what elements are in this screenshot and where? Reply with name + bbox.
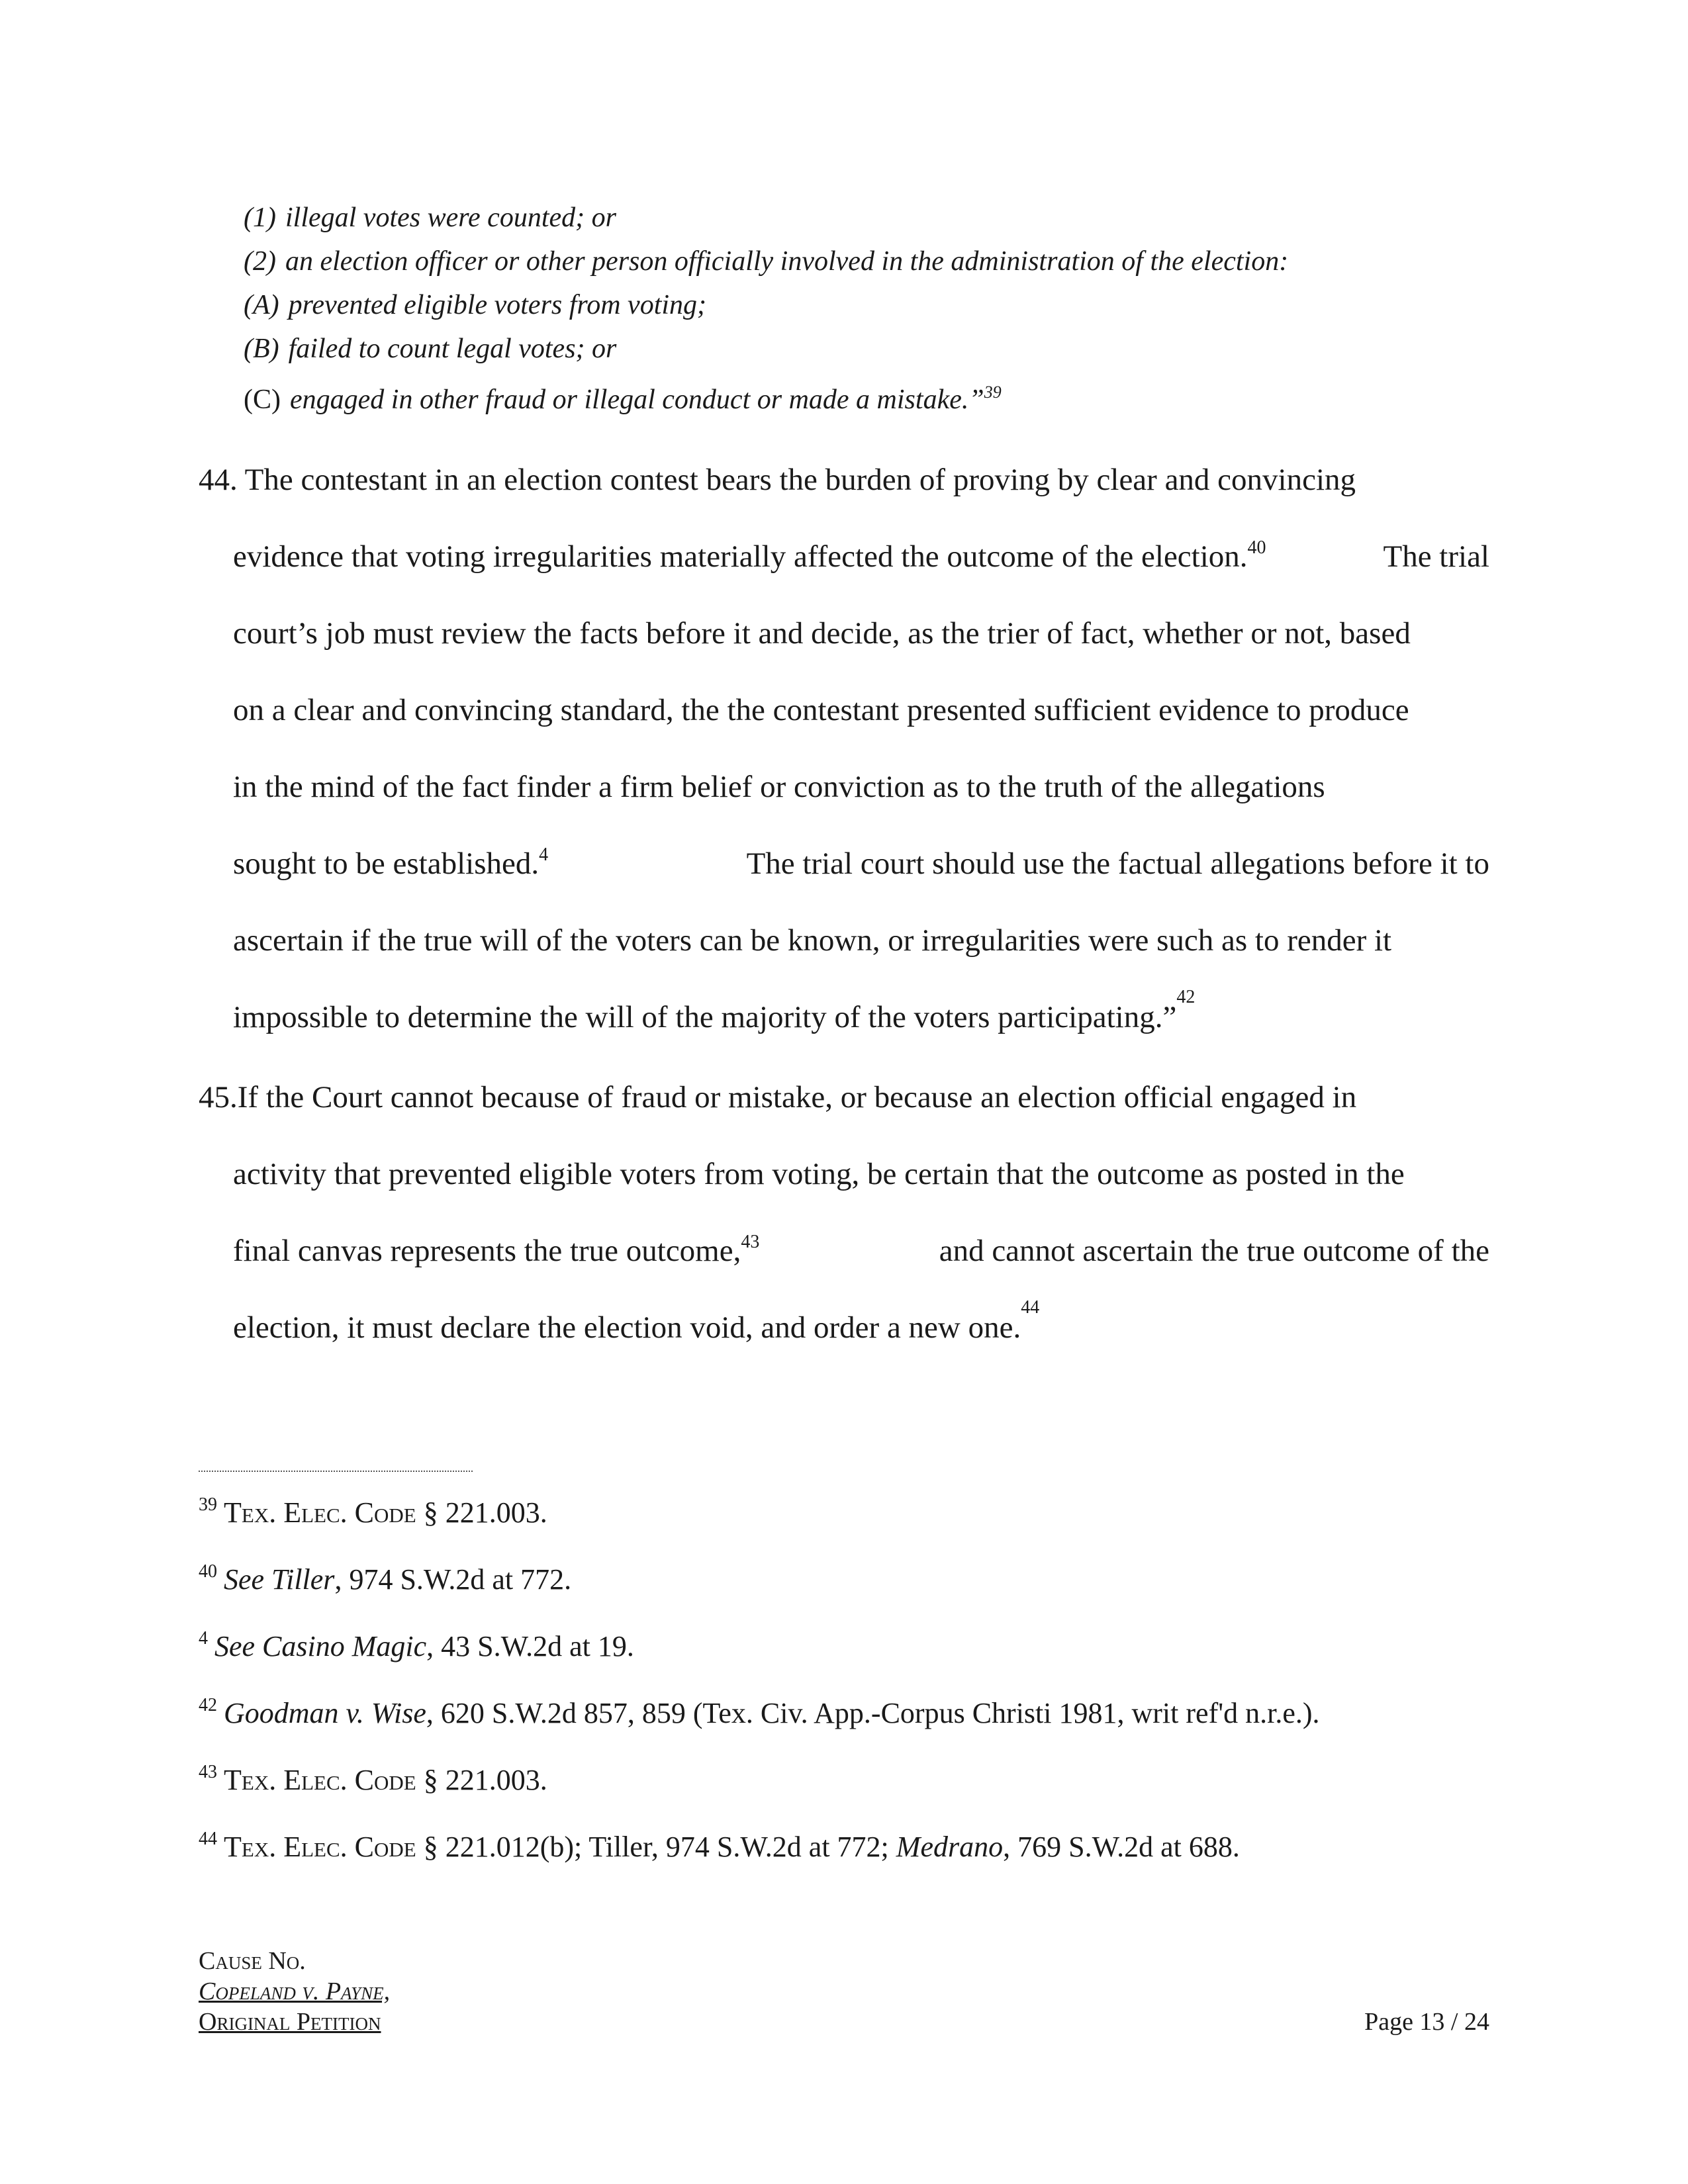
text-line: election, it must declare the election void, and order a new one. 44 [233, 1308, 1489, 1385]
footnote [199, 1827, 1523, 1894]
footnote-text: § 221.003. [416, 1764, 547, 1796]
footnote [199, 1560, 1523, 1627]
case-name: Copeland v. Payne, [199, 1978, 391, 2005]
footnote [199, 1627, 1523, 1694]
text-line: final canvas represents the true outcome,$^{43}$ and cannot ascertain the true outcome of the [233, 1232, 1489, 1268]
text-line: in the mind of the fact finder a firm belief or conviction as to the truth of the allegations [233, 770, 1325, 804]
footnote [199, 1493, 1523, 1560]
footnote-text: § 221.012(b); Tiller, 974 S.W.2d at 772; [416, 1831, 896, 1863]
statute-item: (C) engaged in other fraud or illegal conduct or made a mistake.”$^{39}$ [244, 383, 1002, 415]
footnote-text: , 43 S.W.2d at 19. [426, 1630, 634, 1662]
footnote-text: Tex. Elec. Code [224, 1764, 416, 1796]
footnote-text: § 221.003. [416, 1496, 547, 1529]
statute-item: (B) failed to count legal votes; or [244, 334, 617, 364]
footnote-text: , 620 S.W.2d 857, 859 (Tex. Civ. App.-Corpus Christi 1981, writ ref'd n.r.e.). [426, 1697, 1320, 1729]
statute-item: (A) prevented eligible voters from voting; [244, 290, 707, 320]
footnote-text: Goodman v. Wise [224, 1697, 426, 1729]
footnote-text: See Tiller [224, 1563, 335, 1596]
text-line: evidence that voting irregularities materially affected the outcome of the election.$^{40}$ The trial [233, 537, 1489, 574]
paragraph-44 [199, 460, 1489, 1074]
footnote [199, 1760, 1523, 1827]
footnote-ref[interactable]: 44 [1021, 1297, 1040, 1318]
footnote-ref[interactable]: 40 [1247, 537, 1266, 558]
text-line: 44. The contestant in an election contest bears the burden of proving by clear and convincing [199, 463, 1356, 497]
paragraph-45 [199, 1077, 1489, 1385]
footnotes [199, 1493, 1523, 1894]
footnote-ref[interactable]: 39 [984, 383, 1002, 402]
footnote-separator [199, 1471, 473, 1472]
footnote-number: 42 [199, 1695, 217, 1715]
text-line: impossible to determine the will of the majority of the voters participating.” 42 [233, 997, 1489, 1074]
statute-item: (2) an election officer or other person officially involved in the administration of the election: [244, 246, 1289, 277]
text-line: 45.If the Court cannot because of fraud or mistake, or because an election official engaged in [199, 1080, 1357, 1115]
page-number: Page 13 / 24 [1364, 2008, 1489, 2036]
footnote-text: Tex. Elec. Code [224, 1496, 416, 1529]
footnote-number: 43 [199, 1762, 217, 1782]
footnote-text: See Casino Magic [214, 1630, 427, 1662]
cause-block [199, 1946, 390, 2037]
text-line: sought to be established.$^4$ The trial court should use the factual allegations before it to [233, 844, 1489, 881]
statute-item: (1) illegal votes were counted; or [244, 203, 616, 233]
cause-label: Cause No. [199, 1947, 306, 1975]
footnote-ref[interactable]: 4 [539, 844, 549, 865]
footnote-number: 44 [199, 1829, 217, 1849]
footnote [199, 1694, 1523, 1760]
footnote-number: 40 [199, 1561, 217, 1582]
document-title: Original Petition [199, 2008, 381, 2036]
statute-list [244, 196, 1501, 414]
footnote-text: , 769 S.W.2d at 688. [1003, 1831, 1240, 1863]
footnote-text: , 974 S.W.2d at 772. [334, 1563, 572, 1596]
footnote-text: Medrano [896, 1831, 1004, 1863]
footnote-number: 39 [199, 1494, 217, 1515]
text-line: activity that prevented eligible voters from voting, be certain that the outcome as posted in the [233, 1157, 1405, 1191]
footnote-text: Tex. Elec. Code [224, 1831, 416, 1863]
footnote-number: 4 [199, 1628, 208, 1649]
text-line: on a clear and convincing standard, the the contestant presented sufficient evidence to produce [233, 693, 1409, 727]
text-line: court’s job must review the facts before it and decide, as the trier of fact, whether or not, based [233, 616, 1411, 651]
text-line: ascertain if the true will of the voters can be known, or irregularities were such as to render it [233, 923, 1392, 958]
footnote-ref[interactable]: 43 [741, 1232, 760, 1252]
footnote-ref[interactable]: 42 [1176, 987, 1196, 1007]
